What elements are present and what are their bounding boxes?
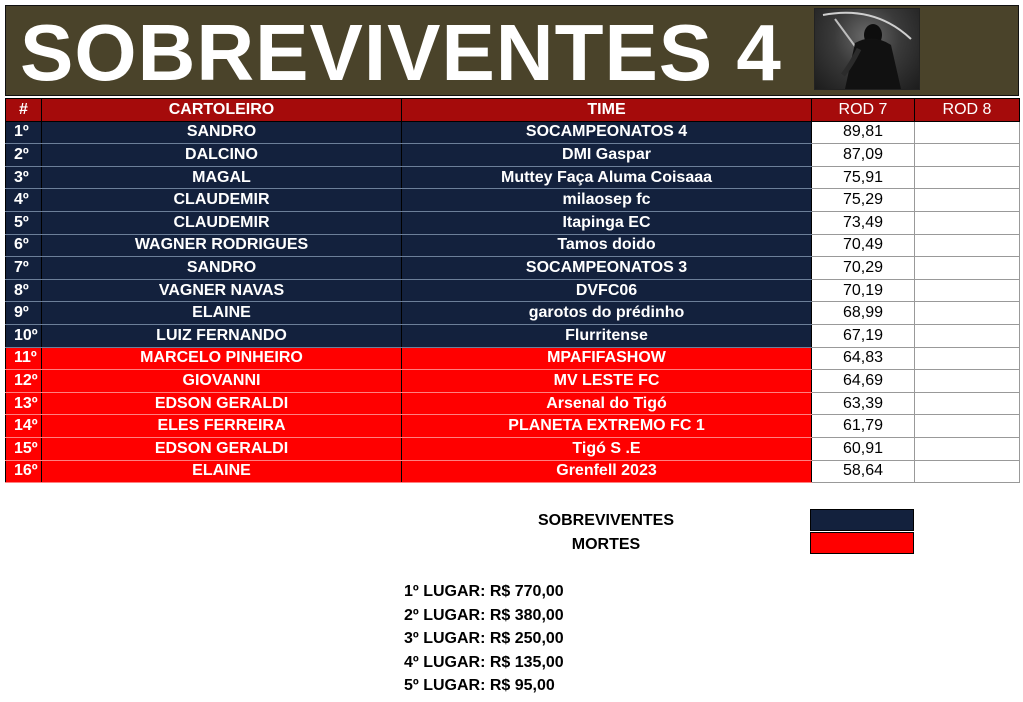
cartoleiro-cell: GIOVANNI xyxy=(42,370,402,393)
rod8-score-cell xyxy=(915,347,1020,370)
rod7-score-cell: 60,91 xyxy=(812,437,915,460)
table-row xyxy=(6,234,1020,257)
cartoleiro-cell: LUIZ FERNANDO xyxy=(42,324,402,347)
position-cell: 8º xyxy=(6,279,42,302)
position-cell: 1º xyxy=(6,121,42,144)
rod8-score-cell xyxy=(915,257,1020,280)
position-cell: 12º xyxy=(6,370,42,393)
table-row xyxy=(6,324,1020,347)
team-cell: PLANETA EXTREMO FC 1 xyxy=(402,415,812,438)
rod7-score-cell: 70,29 xyxy=(812,257,915,280)
rod7-score-cell: 70,49 xyxy=(812,234,915,257)
rod8-score-cell xyxy=(915,211,1020,234)
prize-item: 2º LUGAR: R$ 380,00 xyxy=(404,606,564,624)
rod8-score-cell xyxy=(915,189,1020,212)
team-cell: Flurritense xyxy=(402,324,812,347)
table-row xyxy=(6,279,1020,302)
prize-item: 5º LUGAR: R$ 95,00 xyxy=(404,677,555,694)
rod8-score-cell xyxy=(915,437,1020,460)
table-row xyxy=(6,302,1020,325)
prize-item: 1º LUGAR: R$ 770,00 xyxy=(404,583,564,600)
rod7-score-cell: 63,39 xyxy=(812,392,915,415)
rod7-score-cell: 61,79 xyxy=(812,415,915,438)
table-row xyxy=(6,211,1020,234)
position-cell: 7º xyxy=(6,257,42,280)
table-row xyxy=(6,121,1020,144)
legend-deaths-label: MORTES xyxy=(571,536,641,553)
team-cell: Muttey Faça Aluma Coisaaa xyxy=(402,166,812,189)
table-row xyxy=(6,460,1020,483)
cartoleiro-cell: SANDRO xyxy=(42,257,402,280)
position-cell: 15º xyxy=(6,437,42,460)
position-cell: 4º xyxy=(6,189,42,212)
rod7-score-cell: 75,91 xyxy=(812,166,915,189)
team-cell: SOCAMPEONATOS 3 xyxy=(402,257,812,280)
legend-deaths-swatch xyxy=(810,532,914,554)
rod8-score-cell xyxy=(915,324,1020,347)
cartoleiro-cell: WAGNER RODRIGUES xyxy=(42,234,402,257)
rod8-score-cell xyxy=(915,166,1020,189)
col-header-rod8: ROD 8 xyxy=(915,99,1020,122)
rod7-score-cell: 67,19 xyxy=(812,324,915,347)
cartoleiro-cell: CLAUDEMIR xyxy=(42,211,402,234)
rod7-score-cell: 64,69 xyxy=(812,370,915,393)
table-row xyxy=(6,166,1020,189)
rod8-score-cell xyxy=(915,415,1020,438)
position-cell: 2º xyxy=(6,144,42,167)
team-cell: milaosep fc xyxy=(402,189,812,212)
prize-item: 3º LUGAR: R$ 250,00 xyxy=(404,630,564,647)
col-header-cartoleiro: CARTOLEIRO xyxy=(42,99,402,122)
rod8-score-cell xyxy=(915,392,1020,415)
rod8-score-cell xyxy=(915,302,1020,325)
ranking-body xyxy=(6,121,1020,483)
cartoleiro-cell: ELES FERREIRA xyxy=(42,415,402,438)
table-row xyxy=(6,257,1020,280)
team-cell: DMI Gaspar xyxy=(402,144,812,167)
col-header-time: TIME xyxy=(402,99,812,122)
position-cell: 16º xyxy=(6,460,42,483)
cartoleiro-cell: MARCELO PINHEIRO xyxy=(42,347,402,370)
rod7-score-cell: 89,81 xyxy=(812,121,915,144)
team-cell: Grenfell 2023 xyxy=(402,460,812,483)
team-cell: Arsenal do Tigó xyxy=(402,392,812,415)
team-cell: Itapinga EC xyxy=(402,211,812,234)
grim-reaper-icon xyxy=(815,9,919,89)
position-cell: 9º xyxy=(6,302,42,325)
grim-reaper-logo xyxy=(814,8,920,90)
team-cell: MPAFIFASHOW xyxy=(402,347,812,370)
rod8-score-cell xyxy=(915,279,1020,302)
page-title: SOBREVIVENTES 4 xyxy=(20,8,782,97)
position-cell: 11º xyxy=(6,347,42,370)
table-row xyxy=(6,437,1020,460)
rod7-score-cell: 70,19 xyxy=(812,279,915,302)
rod8-score-cell xyxy=(915,370,1020,393)
rod7-score-cell: 87,09 xyxy=(812,144,915,167)
rod8-score-cell xyxy=(915,234,1020,257)
position-cell: 14º xyxy=(6,415,42,438)
cartoleiro-cell: EDSON GERALDI xyxy=(42,437,402,460)
position-cell: 3º xyxy=(6,166,42,189)
table-row xyxy=(6,392,1020,415)
team-cell: Tamos doido xyxy=(402,234,812,257)
rod7-score-cell: 58,64 xyxy=(812,460,915,483)
table-row xyxy=(6,415,1020,438)
rod8-score-cell xyxy=(915,121,1020,144)
cartoleiro-cell: DALCINO xyxy=(42,144,402,167)
cartoleiro-cell: ELAINE xyxy=(42,302,402,325)
table-row xyxy=(6,370,1020,393)
table-row xyxy=(6,144,1020,167)
team-cell: Tigó S .E xyxy=(402,437,812,460)
legend-survivors-swatch xyxy=(810,509,914,531)
rod7-score-cell: 73,49 xyxy=(812,211,915,234)
table-header-row xyxy=(6,99,1020,122)
position-cell: 6º xyxy=(6,234,42,257)
table-row xyxy=(6,347,1020,370)
rod8-score-cell xyxy=(915,144,1020,167)
team-cell: DVFC06 xyxy=(402,279,812,302)
prize-item: 4º LUGAR: R$ 135,00 xyxy=(404,653,564,671)
cartoleiro-cell: EDSON GERALDI xyxy=(42,392,402,415)
cartoleiro-cell: MAGAL xyxy=(42,166,402,189)
rod7-score-cell: 64,83 xyxy=(812,347,915,370)
team-cell: MV LESTE FC xyxy=(402,370,812,393)
position-cell: 5º xyxy=(6,211,42,234)
team-cell: garotos do prédinho xyxy=(402,302,812,325)
rod8-score-cell xyxy=(915,460,1020,483)
table-row xyxy=(6,189,1020,212)
position-cell: 13º xyxy=(6,392,42,415)
cartoleiro-cell: SANDRO xyxy=(42,121,402,144)
position-cell: 10º xyxy=(6,324,42,347)
title-banner xyxy=(5,5,1019,96)
cartoleiro-cell: ELAINE xyxy=(42,460,402,483)
col-header-position: # xyxy=(6,99,42,122)
team-cell: SOCAMPEONATOS 4 xyxy=(402,121,812,144)
col-header-rod7: ROD 7 xyxy=(812,99,915,122)
legend-survivors-label: SOBREVIVENTES xyxy=(537,512,675,529)
cartoleiro-cell: CLAUDEMIR xyxy=(42,189,402,212)
rod7-score-cell: 75,29 xyxy=(812,189,915,212)
rod7-score-cell: 68,99 xyxy=(812,302,915,325)
ranking-table xyxy=(5,98,1020,483)
cartoleiro-cell: VAGNER NAVAS xyxy=(42,279,402,302)
prize-list xyxy=(404,580,564,698)
